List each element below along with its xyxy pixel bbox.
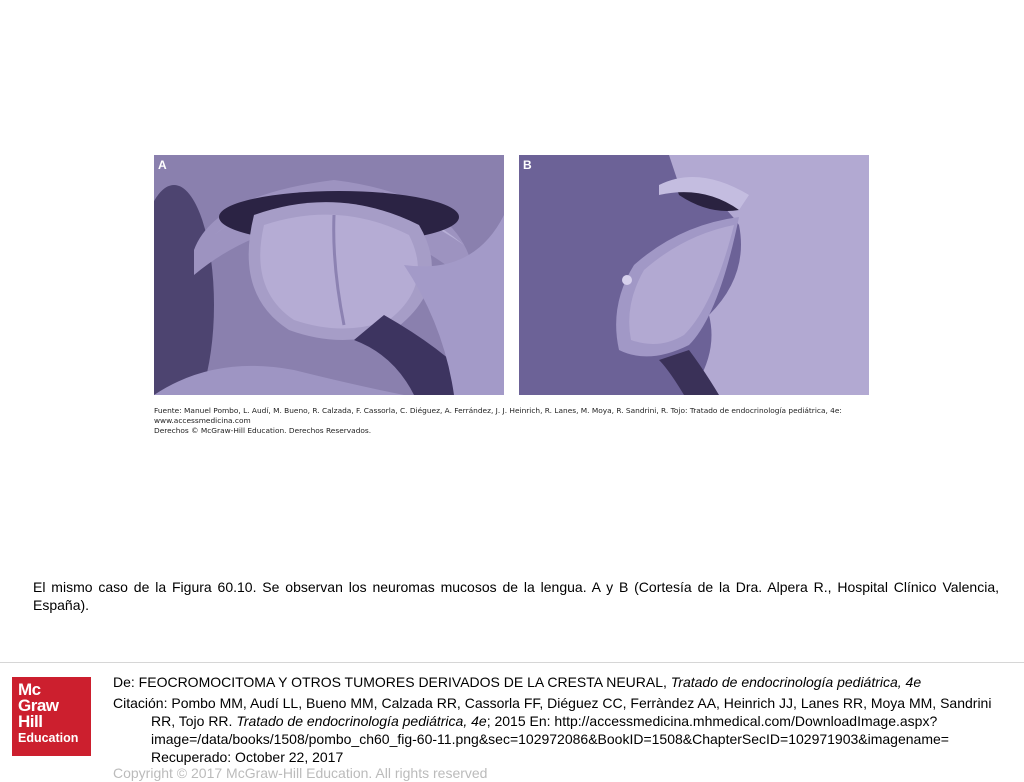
figure-panel-b — [519, 155, 869, 395]
figure-source-line-1: Fuente: Manuel Pombo, L. Audí, M. Bueno, R. Calzada, F. Cassorla, C. Diéguez, A. Ferrández, J. J. Heinrich, R. Lanes, M. Moya, R. Sandrini, R. Tojo: Tratado de endocrinología pediátrica, 4e: — [154, 406, 842, 415]
figure-panel-a — [154, 155, 504, 395]
panel-a-label: A — [158, 158, 167, 172]
figure-source-line-3: Derechos © McGraw-Hill Education. Derechos Reservados. — [154, 426, 372, 435]
panel-b-label: B — [523, 158, 532, 172]
source-chapter-line — [113, 673, 1013, 691]
source-book-title: Tratado de endocrinología pediátrica, 4e — [670, 674, 922, 690]
citation-block — [113, 694, 1008, 766]
mcgraw-hill-logo — [12, 677, 91, 756]
copyright-notice: Copyright © 2017 McGraw-Hill Education. All rights reserved — [113, 765, 488, 781]
figure-source-note — [154, 406, 869, 436]
footer-divider — [0, 662, 1024, 663]
logo-line-3: Hill — [18, 712, 43, 731]
citation-url-date: ; 2015 En: http://accessmedicina.mhmedical.com/DownloadImage.aspx?image=/data/books/1508/pombo_ch60_fig-60-11.png&sec=102972086&BookID=1508&ChapterSecID=102971903&imagename= Recuperado: October 22, 2017 — [151, 713, 949, 765]
logo-line-4: Education — [18, 731, 79, 745]
citation-authors: Citación: Pombo MM, Audí LL, Bueno MM, Calzada RR, Cassorla FF, Diéguez CC, Ferràndez AA, Heinrich JJ, Lanes RR, Moya MM, Sandrini RR, Tojo RR — [113, 695, 992, 729]
citation-book-title: Tratado de endocrinología pediátrica, 4e — [236, 713, 487, 729]
citation-dot: . — [228, 713, 237, 729]
source-chapter-text: De: FEOCROMOCITOMA Y OTROS TUMORES DERIVADOS DE LA CRESTA NEURAL, — [113, 674, 671, 690]
logo-line-2: Graw — [18, 696, 59, 715]
logo-line-1: Mc — [18, 680, 41, 699]
figure-source-line-2: www.accessmedicina.com — [154, 416, 251, 425]
tongue-photo-frontal — [154, 155, 504, 395]
tongue-photo-lateral — [519, 155, 869, 395]
figure-caption: El mismo caso de la Figura 60.10. Se observan los neuromas mucosos de la lengua. A y B (Cortesía de la Dra. Alpera R., Hospital Clínico Valencia, España). — [33, 579, 999, 613]
